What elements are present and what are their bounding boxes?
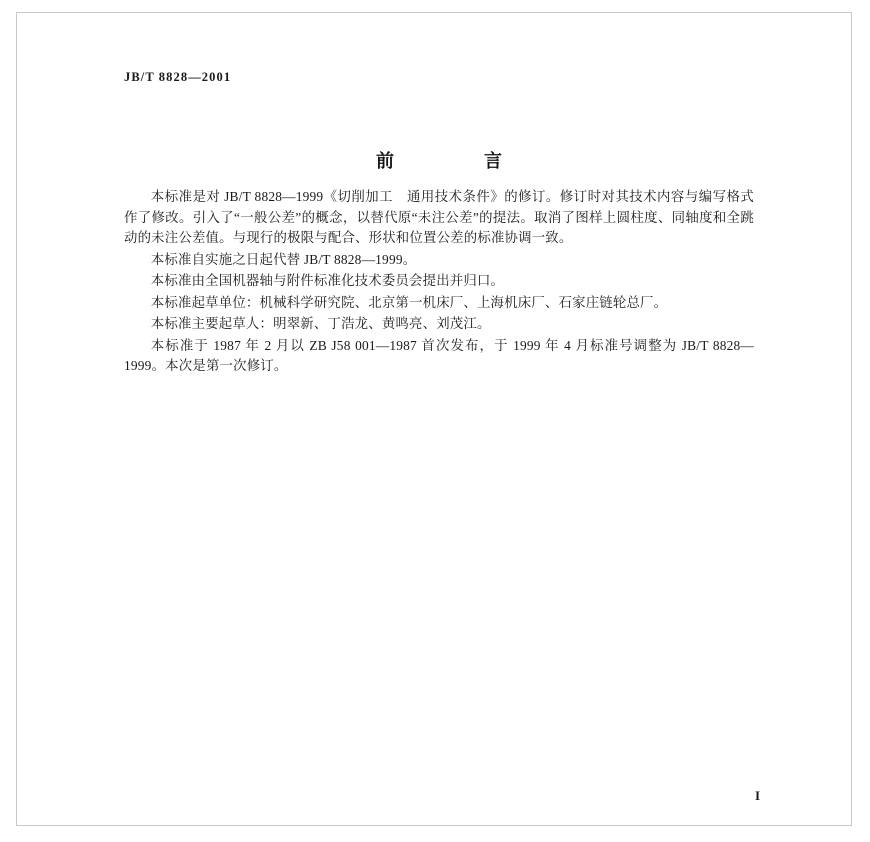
page-title: 前 言 — [376, 151, 520, 171]
paragraph: 本标准于 1987 年 2 月以 ZB J58 001—1987 首次发布，于 1999 年 4 月标准号调整为 JB/T 8828—1999。本次是第一次修订。 — [124, 337, 754, 373]
paragraph: 本标准自实施之日起代替 JB/T 8828—1999。 — [150, 251, 417, 267]
standard-code-header: JB/T 8828—2001 — [124, 70, 232, 84]
paragraph: 本标准由全国机器轴与附件标准化技术委员会提出并归口。 — [150, 273, 505, 288]
page-number: I — [754, 788, 760, 803]
page-content — [124, 70, 754, 378]
foreword-body — [124, 187, 754, 377]
paragraph: 本标准起草单位：机械科学研究院、北京第一机床厂、上海机床厂、石家庄链轮总厂。 — [150, 294, 668, 310]
paragraph: 本标准是对 JB/T 8828—1999《切削加工 通用技术条件》的修订。修订时对其技术内容与编写格式作了修改。引入了“一般公差”的概念，以替代原“未注公差”的提法。取消了图样上圆柱度、同轴度和全跳动的未注公差值。与现行的极限与配合、形状和位置公差的标准协调一致。 — [124, 189, 754, 245]
paragraph: 本标准主要起草人：明翠新、丁浩龙、黄鸣亮、刘茂江。 — [150, 316, 491, 331]
